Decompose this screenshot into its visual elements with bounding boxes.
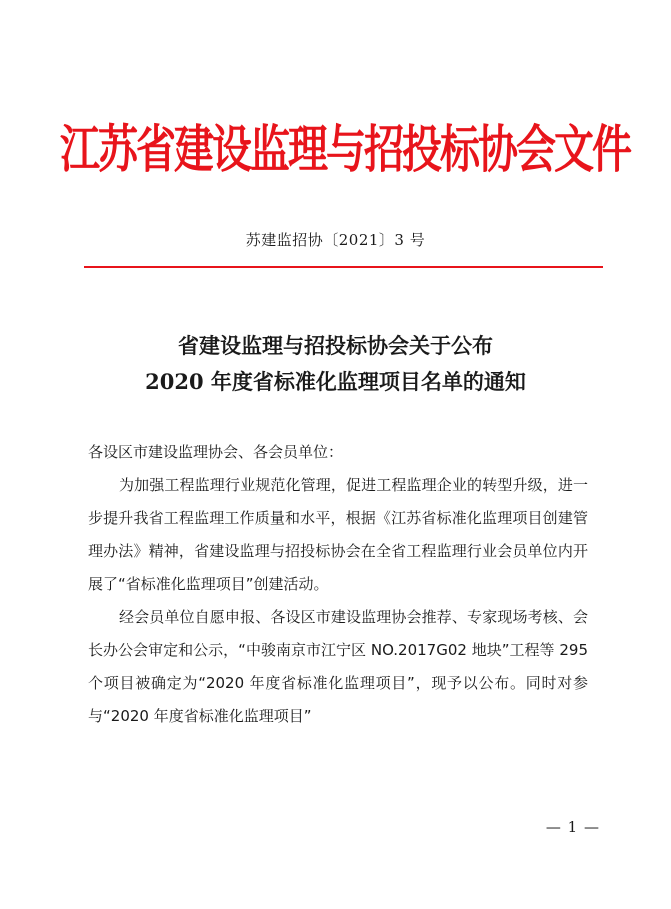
notice-body: [88, 436, 588, 733]
notice-title-line-2: 2020 年度省标准化监理项目名单的通知: [145, 369, 526, 394]
masthead-title: 江苏省建设监理与招投标协会文件: [60, 119, 630, 180]
body-paragraph-1: 为加强工程监理行业规范化管理，促进工程监理企业的转型升级，进一步提升我省工程监理工作质量和水平，根据《江苏省标准化监理项目创建管理办法》精神，省建设监理与招投标协会在全省工程监理行业会员单位内开展了“省标准化监理项目”创建活动。: [88, 476, 588, 593]
salutation: 各设区市建设监理协会、各会员单位：: [88, 443, 344, 461]
page-number: — 1 —: [545, 818, 600, 836]
notice-title-line-1: 省建设监理与招投标协会关于公布: [178, 333, 493, 358]
notice-title: [60, 328, 611, 400]
red-divider-line: [84, 266, 603, 268]
document-number: 苏建监招协〔2021〕3 号: [245, 231, 426, 249]
body-paragraph-2: 经会员单位自愿申报、各设区市建设监理协会推荐、专家现场考核、会长办公会审定和公示，“中骏南京市江宁区 NO.2017G02 地块”工程等 295 个项目被确定为“2020 年度省标准化监理项目”，现予以公布。同时对参与“2020 年度省标准化监理项目”: [88, 608, 588, 725]
